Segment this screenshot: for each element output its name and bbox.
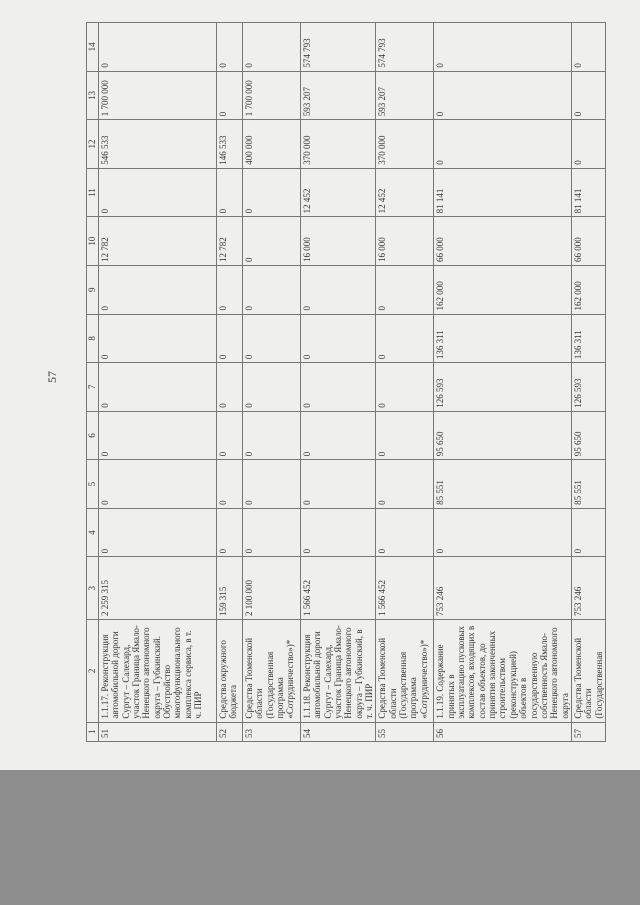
description-cell: Средства Тюменской области (Государственная [571, 620, 605, 723]
table-row [243, 23, 301, 742]
value-cell: 0 [571, 120, 605, 169]
value-cell: 0 [301, 363, 376, 412]
value-cell: 0 [434, 508, 571, 557]
row-number-cell: 54 [301, 722, 376, 741]
value-cell: 146 533 [217, 120, 243, 169]
table-row [301, 23, 376, 742]
column-header: 4 [87, 508, 99, 557]
table-row [571, 23, 605, 742]
column-header: 1 [87, 722, 99, 741]
value-cell: 1 566 452 [301, 557, 376, 620]
value-cell: 0 [99, 265, 217, 314]
value-cell: 12 452 [376, 168, 434, 217]
value-cell: 0 [376, 265, 434, 314]
value-cell: 136 311 [571, 314, 605, 363]
value-cell: 0 [217, 23, 243, 72]
description-cell: Средства Тюменской области (Государственная программа «Сотрудничество»)* [376, 620, 434, 723]
value-cell: 0 [243, 411, 301, 460]
value-cell: 95 650 [434, 411, 571, 460]
value-cell: 12 452 [301, 168, 376, 217]
value-cell: 0 [243, 314, 301, 363]
row-number-cell: 57 [571, 722, 605, 741]
value-cell: 0 [217, 363, 243, 412]
value-cell: 0 [99, 363, 217, 412]
value-cell: 0 [434, 23, 571, 72]
value-cell: 0 [376, 508, 434, 557]
value-cell: 0 [243, 217, 301, 266]
value-cell: 66 000 [571, 217, 605, 266]
value-cell: 753 246 [434, 557, 571, 620]
value-cell: 0 [99, 508, 217, 557]
value-cell: 593 207 [301, 71, 376, 120]
value-cell: 162 000 [434, 265, 571, 314]
table-row [99, 23, 217, 742]
value-cell: 81 141 [571, 168, 605, 217]
row-number-cell: 53 [243, 722, 301, 741]
column-header: 6 [87, 411, 99, 460]
value-cell: 0 [301, 508, 376, 557]
description-cell: Средства окружного бюджета [217, 620, 243, 723]
value-cell: 0 [571, 71, 605, 120]
value-cell: 0 [434, 120, 571, 169]
value-cell: 2 100 000 [243, 557, 301, 620]
value-cell: 162 000 [571, 265, 605, 314]
description-cell: 1.1.19. Содержание принятых в эксплуатацию пусковых комплексов, входящих в состав объектов, до принятия законченных строительством (реконструкцией) объектов в государственную собственность Ямало-Ненецкого автономного округа [434, 620, 571, 723]
value-cell: 753 246 [571, 557, 605, 620]
value-cell: 0 [301, 314, 376, 363]
value-cell: 0 [243, 508, 301, 557]
description-cell: 1.1.17. Реконструкция автомобильной дороги Сургут – Салехард, участок Граница Ямало-Ненецкого автономного округа – Губкинский. Обустройство многофункционального комплекса сервиса, в т. ч. ПИР [99, 620, 217, 723]
value-cell: 0 [301, 411, 376, 460]
value-cell: 0 [99, 168, 217, 217]
value-cell: 1 700 000 [99, 71, 217, 120]
column-header: 11 [87, 168, 99, 217]
value-cell: 0 [99, 411, 217, 460]
value-cell: 0 [243, 23, 301, 72]
column-header: 13 [87, 71, 99, 120]
value-cell: 0 [217, 314, 243, 363]
description-cell: 1.1.18. Реконструкция автомобильной дороги Сургут – Салехард, участок Граница Ямало-Ненецкого автономного округа – Губкинский, в т. ч. ПИР [301, 620, 376, 723]
value-cell: 574 793 [376, 23, 434, 72]
value-cell: 0 [217, 71, 243, 120]
table-row [434, 23, 571, 742]
page-number: 57 [45, 371, 59, 383]
value-cell: 0 [571, 23, 605, 72]
value-cell: 16 000 [376, 217, 434, 266]
value-cell: 546 533 [99, 120, 217, 169]
value-cell: 0 [376, 411, 434, 460]
value-cell: 0 [434, 71, 571, 120]
row-number-cell: 55 [376, 722, 434, 741]
table-header-row [87, 23, 99, 742]
column-header: 9 [87, 265, 99, 314]
value-cell: 0 [217, 168, 243, 217]
value-cell: 400 000 [243, 120, 301, 169]
value-cell: 81 141 [434, 168, 571, 217]
value-cell: 0 [217, 508, 243, 557]
value-cell: 2 259 315 [99, 557, 217, 620]
value-cell: 593 207 [376, 71, 434, 120]
row-number-cell: 51 [99, 722, 217, 741]
value-cell: 0 [99, 460, 217, 509]
value-cell: 0 [571, 508, 605, 557]
value-cell: 370 000 [376, 120, 434, 169]
rotated-table-container [86, 22, 604, 742]
value-cell: 16 000 [301, 217, 376, 266]
value-cell: 0 [99, 23, 217, 72]
value-cell: 95 650 [571, 411, 605, 460]
value-cell: 1 566 452 [376, 557, 434, 620]
value-cell: 370 000 [301, 120, 376, 169]
value-cell: 126 593 [571, 363, 605, 412]
value-cell: 0 [243, 265, 301, 314]
column-header: 3 [87, 557, 99, 620]
value-cell: 574 793 [301, 23, 376, 72]
column-header: 8 [87, 314, 99, 363]
value-cell: 0 [243, 168, 301, 217]
value-cell: 0 [301, 460, 376, 509]
value-cell: 0 [217, 460, 243, 509]
value-cell: 0 [217, 411, 243, 460]
row-number-cell: 52 [217, 722, 243, 741]
column-header: 5 [87, 460, 99, 509]
value-cell: 0 [376, 314, 434, 363]
value-cell: 0 [376, 363, 434, 412]
budget-table [86, 22, 606, 742]
value-cell: 0 [99, 314, 217, 363]
value-cell: 0 [376, 460, 434, 509]
column-header: 12 [87, 120, 99, 169]
column-header: 2 [87, 620, 99, 723]
value-cell: 136 311 [434, 314, 571, 363]
value-cell: 0 [301, 265, 376, 314]
value-cell: 126 593 [434, 363, 571, 412]
value-cell: 66 000 [434, 217, 571, 266]
table-row [376, 23, 434, 742]
table-row [217, 23, 243, 742]
value-cell: 85 551 [571, 460, 605, 509]
column-header: 10 [87, 217, 99, 266]
column-header: 14 [87, 23, 99, 72]
description-cell: Средства Тюменской области (Государственная программа «Сотрудничество»)* [243, 620, 301, 723]
column-header: 7 [87, 363, 99, 412]
value-cell: 0 [243, 363, 301, 412]
value-cell: 12 782 [99, 217, 217, 266]
value-cell: 159 315 [217, 557, 243, 620]
value-cell: 12 782 [217, 217, 243, 266]
value-cell: 85 551 [434, 460, 571, 509]
row-number-cell: 56 [434, 722, 571, 741]
value-cell: 0 [243, 460, 301, 509]
value-cell: 0 [217, 265, 243, 314]
table-viewport [86, 22, 604, 742]
value-cell: 1 700 000 [243, 71, 301, 120]
